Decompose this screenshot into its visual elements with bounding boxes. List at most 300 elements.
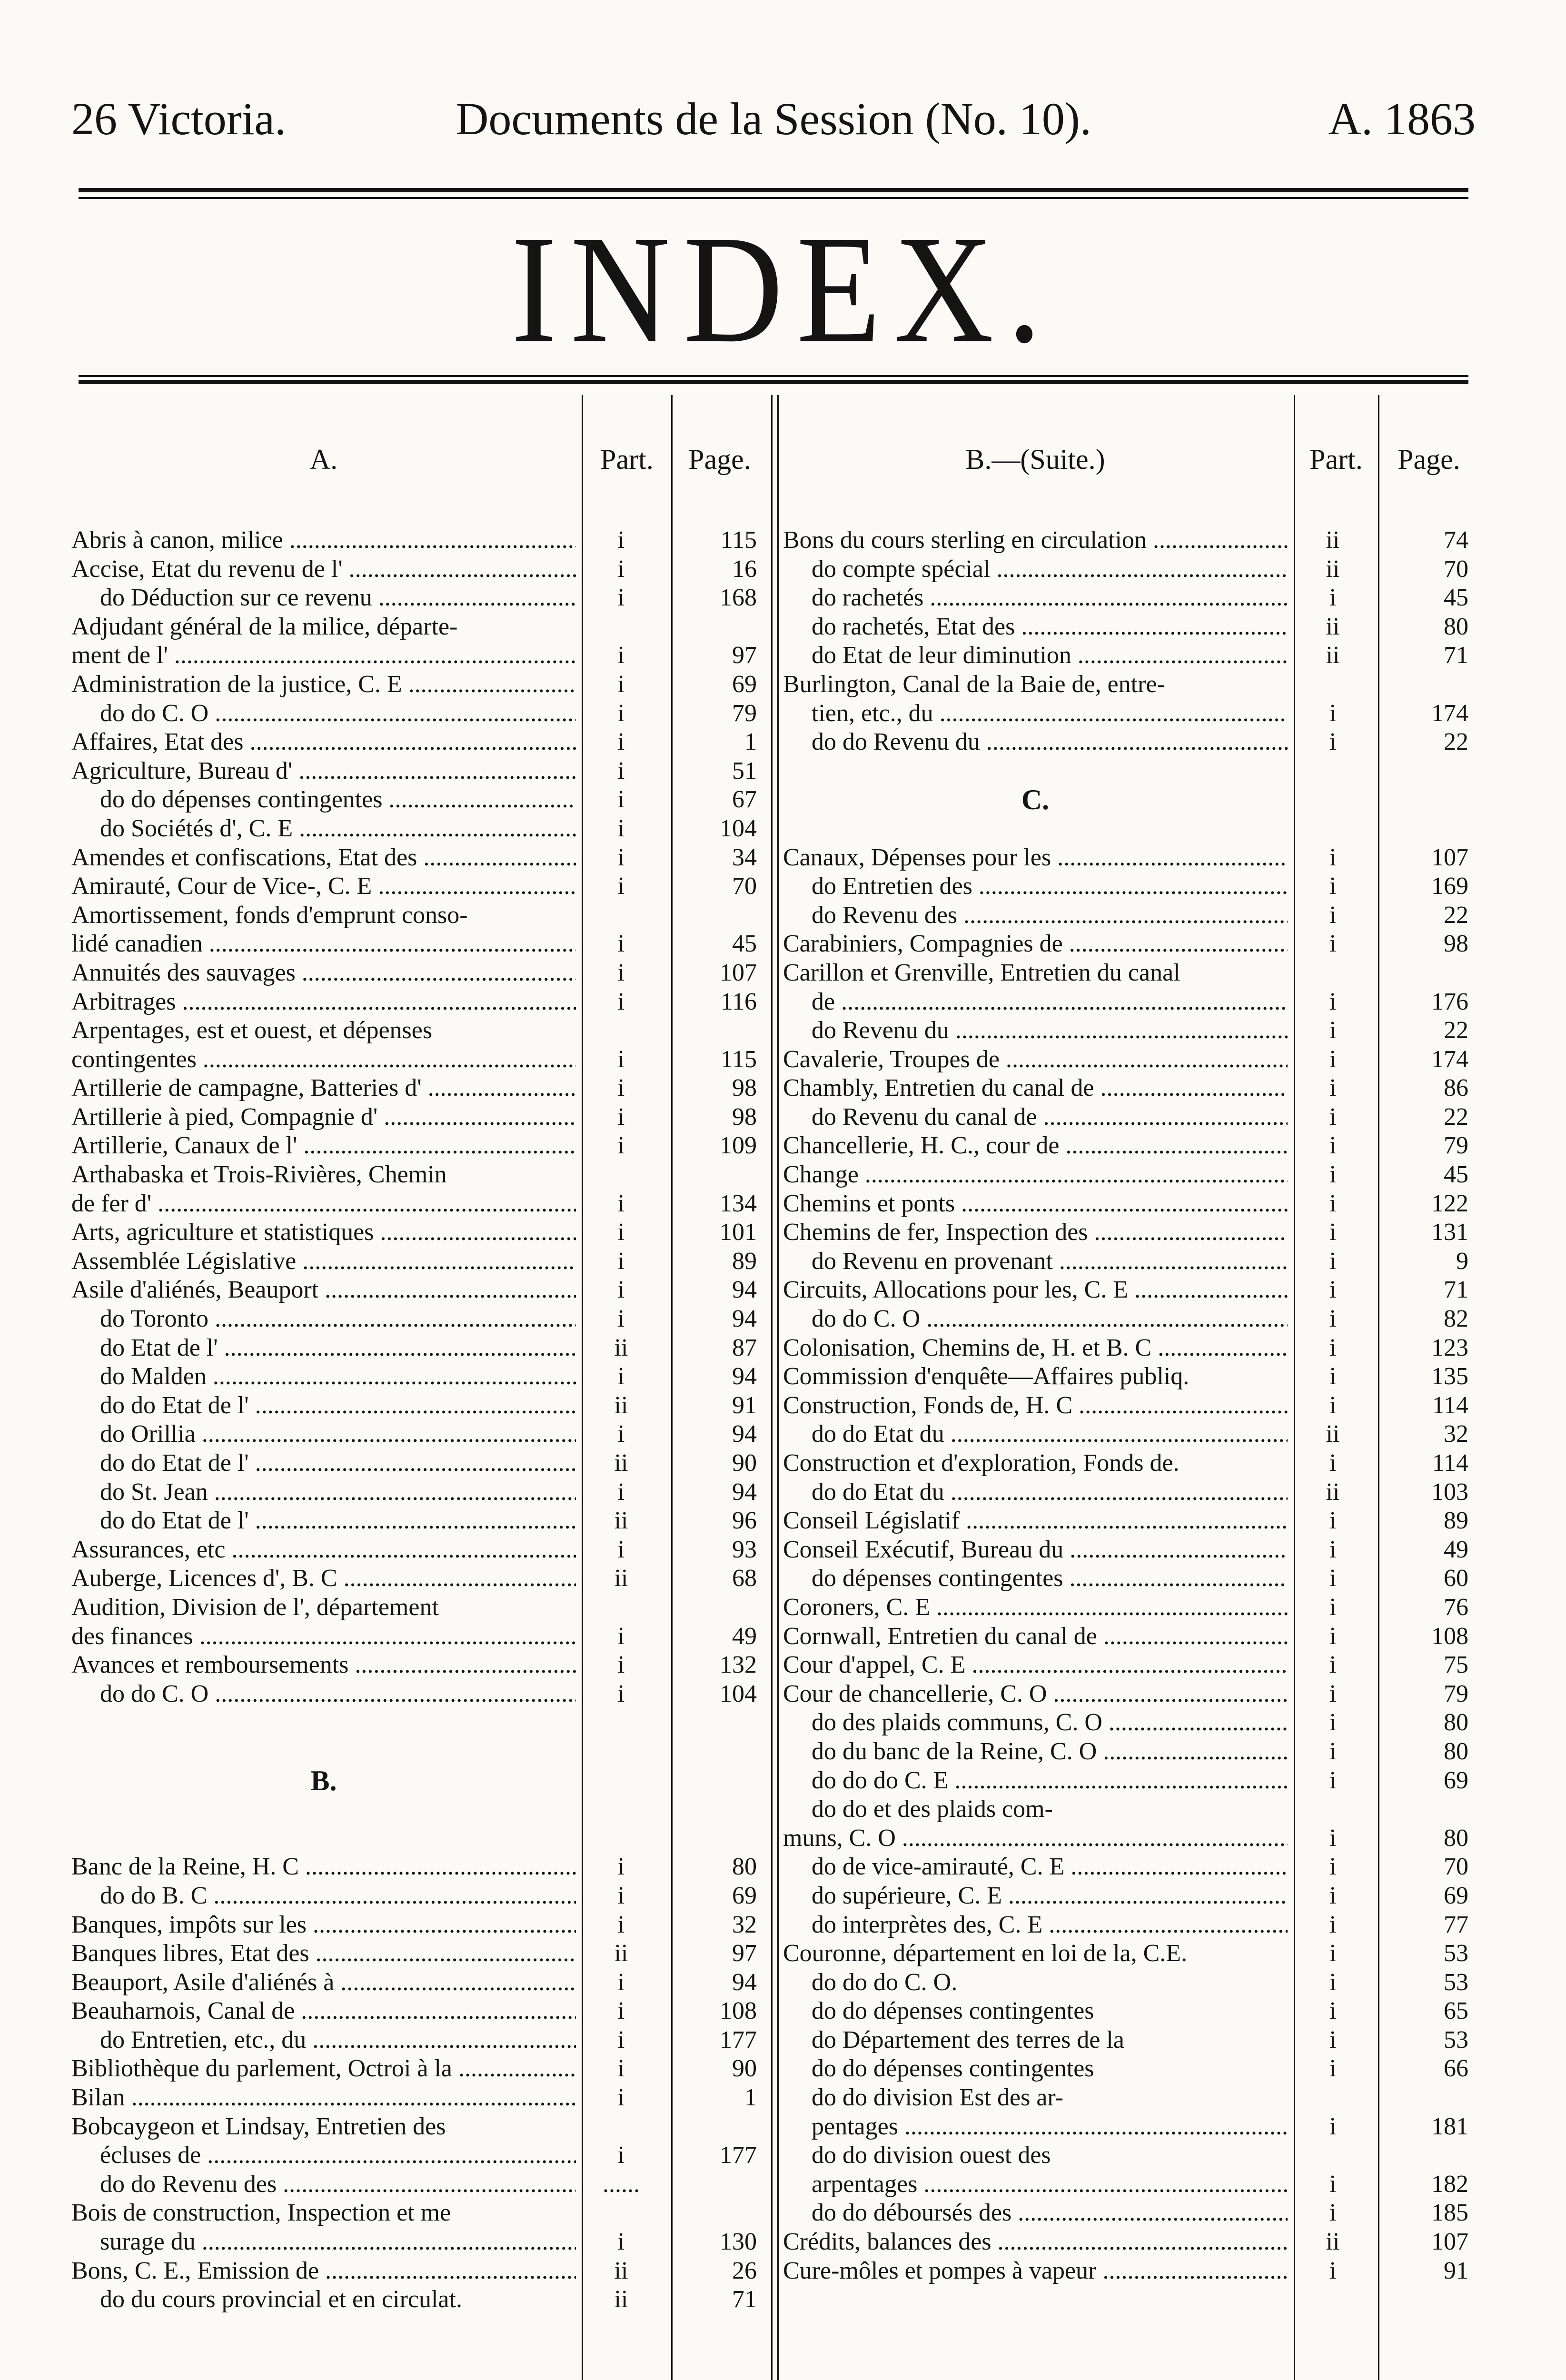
section-letter-a: A. xyxy=(309,444,338,475)
entry-page: 115 xyxy=(720,526,757,554)
entry-page: 177 xyxy=(720,2026,757,2053)
entry-page: 22 xyxy=(1444,1103,1468,1130)
entry-page: 66 xyxy=(1444,2055,1468,2082)
index-entry xyxy=(783,2199,1483,2228)
entry-text: Bons, C. E., Emission de ..... xyxy=(71,2257,576,2286)
index-entry xyxy=(783,1074,1483,1103)
entry-part: i xyxy=(617,1219,625,1246)
entry-text: Administration de la justice, C. E ..... xyxy=(71,670,576,699)
entry-text: surage du ..... xyxy=(71,2228,576,2257)
index-entry xyxy=(71,1160,769,1190)
entry-text: Cour d'appel, C. E ..... xyxy=(783,1651,1288,1680)
entry-part: i xyxy=(617,1247,625,1275)
entry-part: i xyxy=(617,728,625,756)
entry-page: 122 xyxy=(1431,1190,1468,1217)
entry-page: 80 xyxy=(1444,613,1468,640)
entry-page: 177 xyxy=(720,2142,757,2169)
entry-part: i xyxy=(1329,728,1337,756)
top-rule-thick xyxy=(79,188,1468,192)
entry-page: 94 xyxy=(732,1363,757,1390)
entry-text: do de vice-amirauté, C. E ..... xyxy=(783,1853,1288,1882)
entry-part: ii xyxy=(614,1391,628,1419)
entry-page: 168 xyxy=(720,584,757,612)
index-entry xyxy=(783,1160,1483,1190)
entry-page: 22 xyxy=(1444,728,1468,756)
entry-page: 71 xyxy=(1444,1276,1468,1304)
entry-page: 60 xyxy=(1444,1565,1468,1592)
entry-text: do do Revenu du ..... xyxy=(783,728,1288,757)
entry-page: 65 xyxy=(1444,1997,1468,2025)
entry-part: ii xyxy=(614,1449,628,1477)
index-entry xyxy=(71,1478,769,1507)
entry-text: do du cours provincial et en circulat. xyxy=(100,2286,462,2313)
entry-text: Artillerie, Canaux de l' ..... xyxy=(71,1131,576,1160)
entry-part: i xyxy=(617,1968,625,1996)
entry-page: 89 xyxy=(1444,1507,1468,1535)
index-entry xyxy=(71,1074,769,1103)
entry-page: 181 xyxy=(1431,2112,1468,2140)
entry-page: 70 xyxy=(732,873,757,900)
entry-page: 176 xyxy=(1431,988,1468,1015)
entry-part: i xyxy=(1329,2026,1337,2053)
entry-text: Crédits, balances des ..... xyxy=(783,2228,1288,2257)
entry-page: 131 xyxy=(1431,1219,1468,1246)
index-entry xyxy=(71,1911,769,1940)
index-entry xyxy=(71,613,769,642)
entry-part: i xyxy=(617,843,625,871)
entry-text: Conseil Législatif ..... xyxy=(783,1507,1288,1536)
entry-text: tien, etc., du ..... xyxy=(783,699,1288,728)
entry-text: B. xyxy=(310,1766,337,1795)
index-entry xyxy=(71,2083,769,2112)
entry-text: do Entretien des ..... xyxy=(783,872,1288,901)
entry-page: 107 xyxy=(720,959,757,986)
entry-page: 32 xyxy=(1444,1420,1468,1448)
entry-page: 80 xyxy=(1444,1824,1468,1852)
entry-page: 69 xyxy=(732,1882,757,1909)
index-entry xyxy=(71,1276,769,1305)
entry-text: Artillerie de campagne, Batteries d' ..... xyxy=(71,1074,576,1103)
entry-text: do do dépenses contingentes ..... xyxy=(71,785,576,814)
entry-page: 53 xyxy=(1444,2026,1468,2053)
index-entry xyxy=(783,526,1483,555)
entry-part: i xyxy=(1329,1507,1337,1535)
entry-part: i xyxy=(1329,901,1337,929)
index-entry xyxy=(71,1968,769,1997)
index-entry xyxy=(71,1939,769,1968)
entry-page: 77 xyxy=(1444,1911,1468,1938)
index-entry xyxy=(71,1218,769,1247)
entry-part: i xyxy=(1329,1363,1337,1390)
index-entry xyxy=(783,1247,1483,1276)
entry-text: Adjudant général de la milice, départe- xyxy=(71,613,458,640)
entry-part: i xyxy=(1329,1017,1337,1044)
index-entry xyxy=(783,1564,1483,1593)
entry-page: 70 xyxy=(1444,1853,1468,1881)
entry-page: 107 xyxy=(1431,843,1468,871)
entry-text: do Département des terres de la xyxy=(812,2026,1124,2053)
top-rule-thin xyxy=(79,197,1468,199)
entry-part: i xyxy=(617,959,625,986)
entry-page: 97 xyxy=(732,1940,757,1967)
index-entry xyxy=(783,1420,1483,1449)
entry-text: Artillerie à pied, Compagnie d' ..... xyxy=(71,1103,576,1132)
entry-page: 45 xyxy=(732,930,757,958)
entry-page: 49 xyxy=(732,1622,757,1650)
entry-part: i xyxy=(1329,1334,1337,1361)
index-entry xyxy=(71,1247,769,1276)
entry-part: ii xyxy=(614,1565,628,1592)
entry-text: Cavalerie, Troupes de ..... xyxy=(783,1045,1288,1074)
entry-part: ii xyxy=(1326,555,1340,583)
entry-text: Assurances, etc ..... xyxy=(71,1536,576,1565)
part-heading: Part. xyxy=(1309,444,1363,475)
entry-text: pentages ..... xyxy=(783,2112,1288,2142)
running-header xyxy=(71,88,1476,150)
entry-page: 45 xyxy=(1444,1161,1468,1189)
index-entry xyxy=(783,1045,1483,1074)
entry-page: 182 xyxy=(1431,2170,1468,2198)
entry-text: Burlington, Canal de la Baie de, entre- xyxy=(783,670,1165,698)
entry-text: Chancellerie, H. C., cour de ..... xyxy=(783,1131,1288,1160)
entry-page: 80 xyxy=(1444,1709,1468,1736)
index-entry xyxy=(71,584,769,613)
entry-text: Amendes et confiscations, Etat des ..... xyxy=(71,843,576,873)
index-entry xyxy=(71,1795,769,1824)
entry-part: i xyxy=(1329,2055,1337,2082)
entry-part: i xyxy=(1329,1766,1337,1794)
index-entry xyxy=(71,785,769,814)
entry-part: i xyxy=(617,584,625,612)
index-entry xyxy=(71,1103,769,1132)
entry-text: do do dépenses contingentes xyxy=(812,2055,1094,2082)
entry-part: i xyxy=(617,1074,625,1102)
index-entry xyxy=(783,814,1483,843)
entry-text: lidé canadien ..... xyxy=(71,930,576,959)
entry-part: i xyxy=(617,2142,625,2169)
entry-part: i xyxy=(1329,1449,1337,1477)
entry-page: 89 xyxy=(732,1247,757,1275)
entry-text: do do division Est des ar- xyxy=(812,2084,1064,2112)
entry-part: ii xyxy=(614,1940,628,1967)
entry-part: i xyxy=(1329,988,1337,1015)
entry-page: 108 xyxy=(1431,1622,1468,1650)
index-entry xyxy=(783,1391,1483,1420)
entry-part: i xyxy=(617,2228,625,2256)
entry-text: Construction et d'exploration, Fonds de. xyxy=(783,1449,1179,1477)
entry-page: 97 xyxy=(732,642,757,669)
index-entry xyxy=(783,2170,1483,2199)
entry-page: 69 xyxy=(732,670,757,698)
part-heading: Part. xyxy=(600,444,654,475)
entry-page: 26 xyxy=(732,2257,757,2284)
entry-part: i xyxy=(1329,699,1337,727)
entry-text: Circuits, Allocations pour les, C. E ..... xyxy=(783,1276,1288,1305)
index-entry xyxy=(71,1651,769,1680)
entry-text: contingentes ..... xyxy=(71,1045,576,1074)
entry-page: 123 xyxy=(1431,1334,1468,1361)
entry-part: i xyxy=(617,2026,625,2053)
entry-page: 135 xyxy=(1431,1363,1468,1390)
entry-text: do do dépenses contingentes xyxy=(812,1997,1094,2025)
index-entry xyxy=(783,757,1483,786)
entry-text: do rachetés, Etat des ..... xyxy=(783,613,1288,642)
index-entry xyxy=(71,814,769,843)
index-entry xyxy=(783,2141,1483,2170)
entry-part: i xyxy=(1329,1824,1337,1852)
entry-text: Affaires, Etat des ..... xyxy=(71,728,576,757)
entry-text: do Entretien, etc., du ..... xyxy=(71,2026,576,2055)
entry-part: i xyxy=(617,1853,625,1881)
index-entry xyxy=(783,699,1483,728)
entry-text: Agriculture, Bureau d' ..... xyxy=(71,757,576,786)
entry-page: 53 xyxy=(1444,1940,1468,1967)
entry-text: do dépenses contingentes ..... xyxy=(783,1564,1288,1593)
entry-text: Assemblée Législative ..... xyxy=(71,1247,576,1276)
entry-text: do Etat de l' ..... xyxy=(71,1334,576,1363)
index-entry xyxy=(783,988,1483,1017)
entry-page: 45 xyxy=(1444,584,1468,612)
entry-text: do Sociétés d', C. E ..... xyxy=(71,814,576,843)
entry-text: do do division ouest des xyxy=(812,2142,1051,2169)
index-entry xyxy=(71,2054,769,2083)
entry-part: i xyxy=(1329,1247,1337,1275)
entry-text: do supérieure, C. E ..... xyxy=(783,1882,1288,1911)
index-entry xyxy=(71,872,769,901)
entry-text: Chambly, Entretien du canal de ..... xyxy=(783,1074,1288,1103)
index-entry xyxy=(71,1853,769,1882)
index-entry xyxy=(783,1997,1483,2026)
entry-page: 90 xyxy=(732,1449,757,1477)
entry-page: 79 xyxy=(1444,1132,1468,1160)
index-entry xyxy=(71,728,769,757)
entry-text: do do Etat de l' ..... xyxy=(71,1449,576,1478)
entry-part: i xyxy=(617,642,625,669)
entry-text: Carillon et Grenville, Entretien du canal xyxy=(783,959,1180,986)
index-entry xyxy=(71,2141,769,2170)
entry-page: 114 xyxy=(1432,1449,1468,1477)
entry-part: i xyxy=(617,1478,625,1506)
entry-text: des finances ..... xyxy=(71,1622,576,1651)
entry-page: 80 xyxy=(732,1853,757,1881)
index-column-right xyxy=(783,374,1483,2380)
entry-page: 103 xyxy=(1431,1478,1468,1506)
entry-text: do rachetés ..... xyxy=(783,584,1288,613)
entry-part: i xyxy=(1329,1911,1337,1938)
column-header-right xyxy=(783,436,1483,483)
index-entry xyxy=(71,1507,769,1536)
entry-part: i xyxy=(1329,1132,1337,1160)
entry-text: Amirauté, Cour de Vice-, C. E ..... xyxy=(71,872,576,901)
entry-page: 9 xyxy=(1456,1247,1468,1275)
entry-part: i xyxy=(1329,2170,1337,2198)
header-volume: 26 Victoria. xyxy=(71,93,287,144)
entry-text: Commission d'enquête—Affaires publiq. xyxy=(783,1363,1189,1390)
section-letter xyxy=(783,785,1483,814)
entry-page: 94 xyxy=(732,1420,757,1448)
entry-part: ii xyxy=(1326,1478,1340,1506)
index-entry xyxy=(783,1536,1483,1565)
entry-part: i xyxy=(617,1132,625,1160)
entry-part: i xyxy=(617,1997,625,2025)
entry-text: de fer d' ..... xyxy=(71,1190,576,1219)
index-entry xyxy=(783,2112,1483,2142)
entry-part: i xyxy=(617,1190,625,1217)
index-entry xyxy=(71,1737,769,1766)
entry-text: do du banc de la Reine, C. O ..... xyxy=(783,1737,1288,1766)
index-entry xyxy=(783,1911,1483,1940)
entry-part: i xyxy=(617,757,625,784)
entry-part: i xyxy=(1329,1737,1337,1765)
index-entry xyxy=(783,1016,1483,1045)
entry-page: 91 xyxy=(732,1391,757,1419)
index-entry xyxy=(71,699,769,728)
entry-part: ...... xyxy=(603,2170,640,2198)
entry-text: do do C. O ..... xyxy=(71,699,576,728)
section-letter xyxy=(71,1766,769,1795)
entry-text: de ..... xyxy=(783,988,1288,1017)
index-entry xyxy=(71,2199,769,2228)
entry-page: 104 xyxy=(720,814,757,842)
entry-text: do Malden ..... xyxy=(71,1362,576,1391)
entry-part: i xyxy=(617,555,625,583)
entry-page: 70 xyxy=(1444,555,1468,583)
entry-text: do do Etat du ..... xyxy=(783,1420,1288,1449)
entry-page: 1 xyxy=(744,2084,757,2112)
entry-page: 74 xyxy=(1444,526,1468,554)
page-heading: Page. xyxy=(688,444,751,475)
entry-page: 114 xyxy=(1432,1391,1468,1419)
entry-part: ii xyxy=(1326,1420,1340,1448)
entry-text: Chemins et ponts ..... xyxy=(783,1190,1288,1219)
entry-part: i xyxy=(617,1911,625,1938)
entry-text: Cour de chancellerie, C. O ..... xyxy=(783,1680,1288,1709)
entry-part: i xyxy=(1329,1968,1337,1996)
entry-part: i xyxy=(1329,1276,1337,1304)
entry-page: 82 xyxy=(1444,1305,1468,1333)
index-entry xyxy=(783,2054,1483,2083)
entry-part: i xyxy=(617,1882,625,1909)
entry-text: do Déduction sur ce revenu ..... xyxy=(71,584,576,613)
index-entry xyxy=(783,1334,1483,1363)
entry-page: 109 xyxy=(720,1132,757,1160)
entry-part: i xyxy=(1329,1709,1337,1736)
column-header-left xyxy=(71,436,769,483)
entry-text: Beauharnois, Canal de ..... xyxy=(71,1997,576,2026)
entry-page: 174 xyxy=(1431,699,1468,727)
entry-text: do do B. C ..... xyxy=(71,1882,576,1911)
entry-text: C. xyxy=(1021,785,1050,814)
entry-page: 130 xyxy=(720,2228,757,2256)
entry-text: Banques libres, Etat des ..... xyxy=(71,1939,576,1968)
index-entry xyxy=(783,1968,1483,1997)
entry-part: i xyxy=(617,1103,625,1130)
index-entry xyxy=(71,1131,769,1160)
entry-text: do do Etat du ..... xyxy=(783,1478,1288,1507)
entry-page: 76 xyxy=(1444,1593,1468,1621)
entry-part: ii xyxy=(614,2257,628,2284)
entries-right xyxy=(783,526,1483,2285)
entry-part: ii xyxy=(614,2286,628,2313)
entry-page: 51 xyxy=(732,757,757,784)
entry-text: Carabiniers, Compagnies de ..... xyxy=(783,930,1288,959)
index-entry xyxy=(71,1391,769,1420)
index-entry xyxy=(783,613,1483,642)
entry-text: Arbitrages ..... xyxy=(71,988,576,1017)
entry-part: i xyxy=(617,1045,625,1073)
header-title: Documents de la Session (No. 10). xyxy=(456,93,1091,144)
entry-part: i xyxy=(1329,584,1337,612)
entry-part: i xyxy=(617,699,625,727)
entry-page: 132 xyxy=(720,1651,757,1679)
entry-text: ment de l' ..... xyxy=(71,641,576,670)
index-entry xyxy=(71,670,769,699)
index-entry xyxy=(71,1680,769,1709)
entry-part: i xyxy=(1329,1593,1337,1621)
entry-text: Beauport, Asile d'aliénés à ..... xyxy=(71,1968,576,1997)
entry-part: i xyxy=(1329,1305,1337,1333)
index-entry xyxy=(71,843,769,873)
entry-text: do interprètes des, C. E ..... xyxy=(783,1911,1288,1940)
index-entry xyxy=(783,1131,1483,1160)
entry-text: Amortissement, fonds d'emprunt conso- xyxy=(71,901,468,929)
entry-text: Avances et remboursements ..... xyxy=(71,1651,576,1680)
entry-part: i xyxy=(1329,2199,1337,2227)
entry-page: 49 xyxy=(1444,1536,1468,1563)
entry-text: do Etat de leur diminution ..... xyxy=(783,641,1288,670)
entry-text: do Revenu du ..... xyxy=(783,1016,1288,1045)
entry-text: Bilan ..... xyxy=(71,2083,576,2112)
index-entry xyxy=(71,988,769,1017)
entry-part: i xyxy=(1329,1219,1337,1246)
entry-part: ii xyxy=(614,1334,628,1361)
index-entry xyxy=(783,2026,1483,2055)
entry-page: 94 xyxy=(732,1478,757,1506)
entry-part: i xyxy=(1329,1680,1337,1707)
index-entry xyxy=(71,1420,769,1449)
entry-page: 71 xyxy=(732,2286,757,2313)
entry-page: 104 xyxy=(720,1680,757,1707)
entry-page: 69 xyxy=(1444,1766,1468,1794)
index-entry xyxy=(783,1507,1483,1536)
entry-page: 79 xyxy=(1444,1680,1468,1707)
index-entry xyxy=(71,1708,769,1737)
index-entry xyxy=(71,526,769,555)
entry-page: 69 xyxy=(1444,1882,1468,1909)
index-entry xyxy=(783,1305,1483,1334)
entry-page: 79 xyxy=(732,699,757,727)
index-entry xyxy=(71,901,769,930)
entry-text: Conseil Exécutif, Bureau du ..... xyxy=(783,1536,1288,1565)
entry-part: i xyxy=(1329,1391,1337,1419)
index-entry xyxy=(783,2257,1483,2286)
index-entry xyxy=(71,2112,769,2142)
index-entry xyxy=(783,670,1483,699)
entry-part: i xyxy=(617,814,625,842)
index-entry xyxy=(783,1651,1483,1680)
entry-page: 68 xyxy=(732,1565,757,1592)
entry-text: Couronne, département en loi de la, C.E. xyxy=(783,1940,1188,1967)
index-entry xyxy=(71,1362,769,1391)
center-rule-b xyxy=(777,395,779,2380)
index-entry xyxy=(783,1766,1483,1795)
entry-text: Accise, Etat du revenu de l' ..... xyxy=(71,555,576,584)
entry-part: i xyxy=(617,2055,625,2082)
index-entry xyxy=(783,1103,1483,1132)
index-entry xyxy=(783,1853,1483,1882)
index-entry xyxy=(783,959,1483,988)
entry-page: 34 xyxy=(732,843,757,871)
